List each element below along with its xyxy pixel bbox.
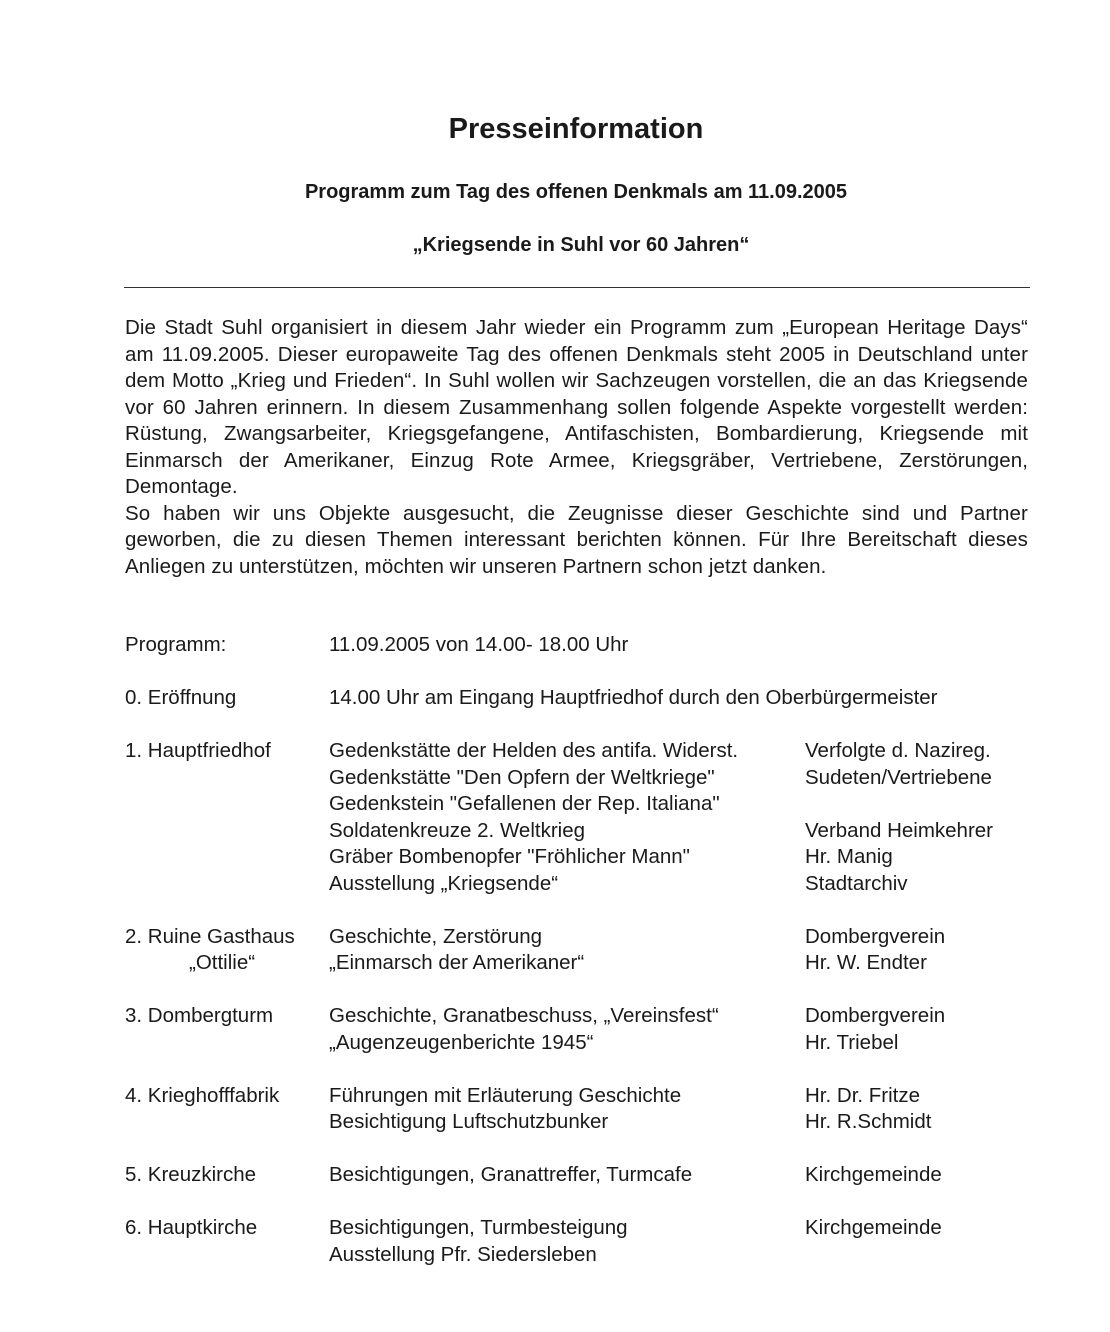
- station-partners-column: [805, 924, 1045, 977]
- station-item: Besichtigungen, Turmbesteigung: [329, 1216, 628, 1239]
- station-row: [125, 1003, 1085, 1056]
- station-name-column: [125, 1162, 329, 1189]
- station-partner: Verfolgte d. Nazireg.: [805, 739, 991, 762]
- station-item: Besichtigungen, Granattreffer, Turmcafe: [329, 1163, 693, 1186]
- station-name: „Ottilie“: [189, 951, 256, 974]
- opening-row: [125, 685, 1085, 712]
- station-name: 3. Dombergturm: [125, 1004, 274, 1027]
- station-item: „Augenzeugenberichte 1945“: [329, 1030, 594, 1054]
- station-partners-column: [805, 1003, 1045, 1056]
- station-name: 1. Hauptfriedhof: [125, 739, 271, 762]
- station-name: 6. Hauptkirche: [125, 1216, 258, 1239]
- station-item: Gedenkstätte der Helden des antifa. Widerst.: [329, 739, 739, 762]
- program-label: Programm:: [125, 633, 227, 656]
- station-item: Soldatenkreuze 2. Weltkrieg: [329, 818, 586, 842]
- station-items-column: [329, 1003, 805, 1056]
- station-partner: Dombergverein: [805, 1004, 946, 1027]
- intro-text: [125, 315, 1028, 580]
- station-items-column: [329, 1215, 805, 1268]
- station-row: [125, 924, 1085, 977]
- station-row: [125, 1083, 1085, 1136]
- station-partner: Verband Heimkehrer: [805, 818, 994, 842]
- station-partner: Kirchgemeinde: [805, 1216, 942, 1239]
- station-row: [125, 1162, 1085, 1189]
- station-item: Ausstellung Pfr. Siedersleben: [329, 1242, 597, 1266]
- opening-label: 0. Eröffnung: [125, 686, 237, 709]
- station-item: Führungen mit Erläuterung Geschichte: [329, 1083, 682, 1107]
- opening-text: 14.00 Uhr am Eingang Hauptfriedhof durch den Oberbürgermeister: [329, 686, 938, 709]
- station-partner: Dombergverein: [805, 924, 946, 948]
- station-name: 4. Krieghofffabrik: [125, 1083, 280, 1107]
- station-item: Geschichte, Zerstörung: [329, 924, 543, 948]
- horizontal-divider: [124, 287, 1030, 288]
- station-partner: [805, 791, 1045, 818]
- station-items-column: [329, 738, 805, 897]
- station-partner: Stadtarchiv: [805, 871, 908, 895]
- station-partners-column: [805, 1215, 1045, 1268]
- station-name-column: [125, 924, 329, 977]
- station-items-column: [329, 1162, 805, 1189]
- station-name-column: [125, 1215, 329, 1268]
- station-name-column: [125, 1003, 329, 1056]
- station-item: Geschichte, Granatbeschuss, „Vereinsfest“: [329, 1004, 719, 1027]
- intro-paragraph-2: So haben wir uns Objekte ausgesucht, die Zeugnisse dieser Geschichte sind und Partner geworben, die zu diesen Themen interessant berichten können. Für Ihre Bereitschaft dieses Anliegen zu unterstützen, möchten wir unseren Partnern schon jetzt danken.: [125, 501, 1028, 578]
- station-item: Gedenkstätte "Den Opfern der Weltkriege": [329, 765, 715, 789]
- station-partners-column: [805, 1162, 1045, 1189]
- station-name-column: [125, 1083, 329, 1136]
- station-item: „Einmarsch der Amerikaner“: [329, 951, 585, 974]
- station-partner: Hr. W. Endter: [805, 951, 927, 974]
- motto-heading: „Kriegsende in Suhl vor 60 Jahren“: [412, 234, 750, 256]
- station-item: Gräber Bombenopfer "Fröhlicher Mann": [329, 845, 690, 868]
- station-item: Ausstellung „Kriegsende“: [329, 871, 559, 895]
- program-time-row: [125, 632, 1085, 659]
- page-title: Presseinformation: [448, 113, 704, 145]
- station-items-column: [329, 1083, 805, 1136]
- station-item: Besichtigung Luftschutzbunker: [329, 1110, 609, 1133]
- station-partner: Sudeten/Vertriebene: [805, 765, 992, 789]
- station-partner: Kirchgemeinde: [805, 1163, 942, 1186]
- station-partner: Hr. Manig: [805, 845, 893, 868]
- station-row: [125, 1215, 1085, 1268]
- station-partner: Hr. R.Schmidt: [805, 1110, 932, 1133]
- program-time: 11.09.2005 von 14.00- 18.00 Uhr: [329, 633, 629, 656]
- station-partners-column: [805, 1083, 1045, 1136]
- program-table: [125, 632, 1085, 1295]
- station-partners-column: [805, 738, 1045, 897]
- station-partner: Hr. Triebel: [805, 1030, 899, 1054]
- station-list: [125, 738, 1085, 1268]
- station-name: 5. Kreuzkirche: [125, 1163, 257, 1186]
- page-subtitle: Programm zum Tag des offenen Denkmals am 11.09.2005: [304, 181, 848, 203]
- station-row: [125, 738, 1085, 897]
- station-items-column: [329, 924, 805, 977]
- station-name: 2. Ruine Gasthaus: [125, 924, 295, 948]
- station-name-column: [125, 738, 329, 897]
- intro-paragraph-1: Die Stadt Suhl organisiert in diesem Jahr wieder ein Programm zum „European Heritage Days“ am 11.09.2005. Dieser europaweite Tag des offenen Denkmals steht 2005 in Deutschland unter dem Motto „Krieg und Frieden“. In Suhl wollen wir Sachzeugen vorstellen, die an das Kriegsende vor 60 Jahren erinnern. In diesem Zusammenhang sollen folgende Aspekte vorgestellt werden: Rüstung, Zwangsarbeiter, Kriegsgefangene, Antifaschisten, Bombardierung, Kriegsende mit Einmarsch der Amerikaner, Einzug Rote Armee, Kriegsgräber, Vertriebene, Zerstörungen, Demontage.: [125, 316, 1028, 498]
- station-item: Gedenkstein "Gefallenen der Rep. Italiana": [329, 792, 720, 815]
- station-partner: Hr. Dr. Fritze: [805, 1083, 921, 1107]
